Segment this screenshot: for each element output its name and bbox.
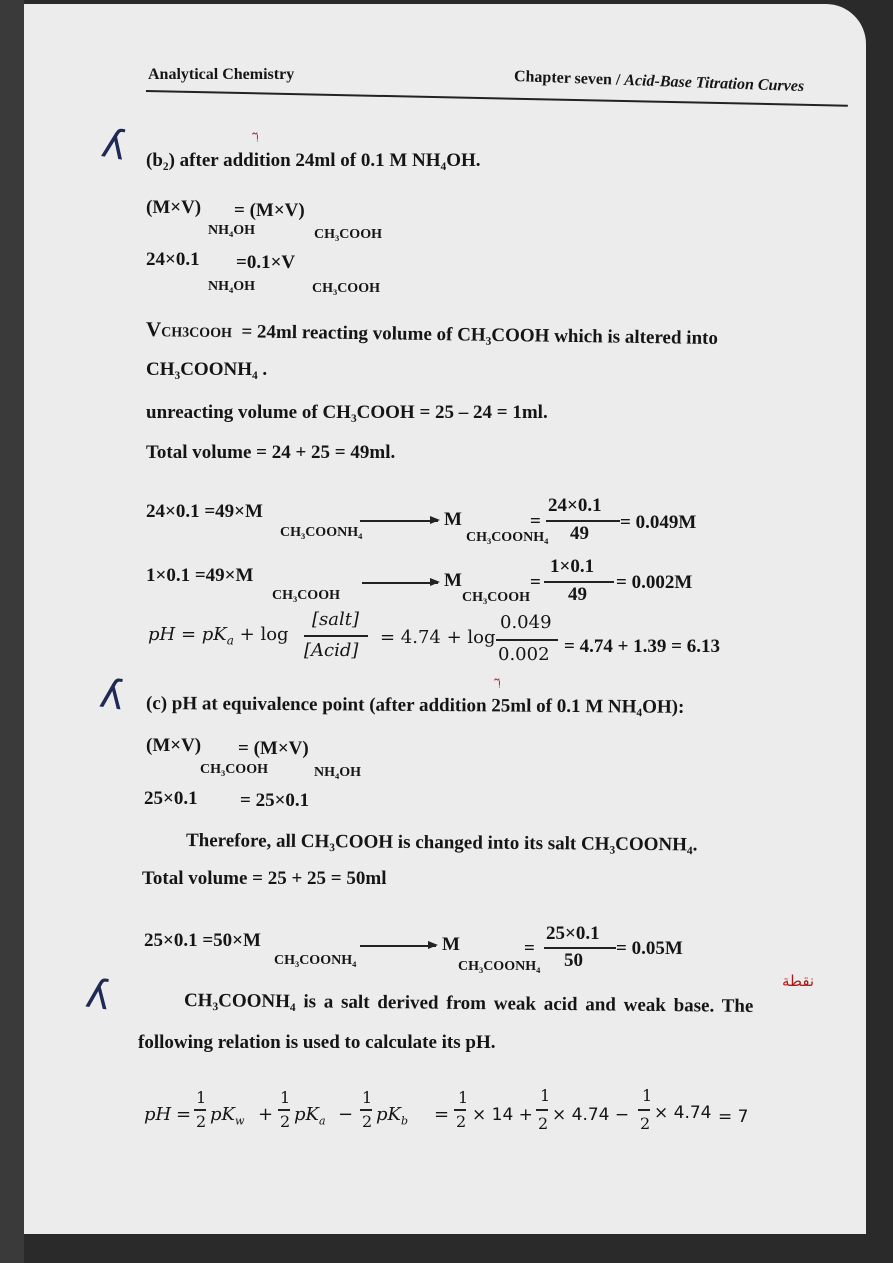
relation-line: following relation is used to calculate its pH. <box>138 1032 496 1053</box>
mv-equation-right: = (M×V) <box>238 738 309 759</box>
molarity-symbol: M <box>442 934 460 955</box>
molarity-result: = 0.049M <box>620 512 697 533</box>
subscript-label: CH₃COOH <box>462 590 530 605</box>
running-header-left: Analytical Chemistry <box>148 66 295 83</box>
yields-arrow <box>360 945 436 947</box>
subscript-label: NH₄OH <box>314 765 361 780</box>
molarity-symbol: M <box>444 509 462 530</box>
ph-result: = 4.74 + 1.39 = 6.13 <box>564 636 720 657</box>
molarity-equation: 24×0.1 =49×M <box>146 501 263 522</box>
equals-sign: = <box>524 938 535 959</box>
mv-equation: (M×V) <box>146 197 202 218</box>
fraction-denominator: 0.002 <box>498 644 550 665</box>
fraction-bar <box>544 947 616 949</box>
reacting-volume-line: VCH3COOH = 24ml reacting volume of CH₃COOH which is altered into <box>145 317 719 349</box>
section-heading-b2: (b₂) after addition 24ml of 0.1 M NH₄OH. <box>146 150 481 171</box>
molarity-result: = 0.002M <box>616 572 693 593</box>
total-volume-line: Total volume = 25 + 25 = 50ml <box>142 868 387 889</box>
page-shadow <box>0 0 24 1263</box>
fraction-numerator: 1×0.1 <box>550 556 595 577</box>
fraction-bar <box>496 639 558 641</box>
subscript-label: CH₃COONH₄ <box>466 530 549 545</box>
subscript-label: CH₃COOH <box>272 588 340 603</box>
fraction-bar <box>544 581 614 583</box>
red-annotation: نقطة <box>782 972 815 990</box>
margin-check-mark: ʎ <box>82 970 113 1020</box>
section-heading-c: (c) pH at equivalence point (after addition 25ml of 0.1 M NH₄OH): <box>145 693 685 718</box>
calc-line-right: =0.1×V <box>236 252 296 273</box>
running-header-right: Chapter seven / Acid-Base Titration Curves <box>513 68 805 96</box>
equals-sign: = <box>530 572 541 593</box>
margin-check-mark: ʎ <box>98 120 130 170</box>
subscript-label: CH₃COONH₄ <box>274 953 357 968</box>
margin-check-mark: ʎ <box>96 670 127 720</box>
mv-equation-right: = (M×V) <box>234 200 305 221</box>
ph-formula: pH = $pK_a + \log$ <box>148 624 289 648</box>
calc-line: 24×0.1 <box>146 249 200 270</box>
subscript-label: CH₃COONH₄ <box>280 525 363 540</box>
molarity-equation: 1×0.1 =49×M <box>146 565 254 586</box>
subscript-label: CH₃COOH <box>200 762 268 777</box>
fraction-denominator: [Acid] <box>304 640 359 661</box>
fraction-numerator: 0.049 <box>500 612 552 633</box>
unreacting-volume-line: unreacting volume of CH₃COOH = 25 – 24 = 1ml. <box>146 402 548 423</box>
calc-line: 25×0.1 <box>144 788 198 809</box>
subscript-label: NH₄OH <box>208 279 255 294</box>
fraction-denominator: 49 <box>570 523 589 544</box>
fraction-numerator: 24×0.1 <box>548 495 602 516</box>
fraction-numerator: [salt] <box>312 609 360 630</box>
fraction-numerator: 25×0.1 <box>546 923 600 944</box>
therefore-line: Therefore, all CH₃COOH is changed into its salt CH₃COONH₄. <box>185 830 698 856</box>
calc-line-right: = 25×0.1 <box>240 790 310 811</box>
molarity-result: = 0.05M <box>616 938 683 959</box>
salt-formula-line: CH₃COONH₄ . <box>146 359 268 380</box>
yields-arrow <box>360 520 438 522</box>
total-volume-line: Total volume = 24 + 25 = 49ml. <box>146 442 396 463</box>
red-annotation: ᵎ̃ <box>256 130 259 149</box>
subscript-label: CH₃COONH₄ <box>458 959 541 974</box>
ph-substitution: = 4.74 + log <box>380 627 496 648</box>
equals-sign: = <box>530 511 541 532</box>
subscript-label: CH₃COOH <box>312 281 380 296</box>
molarity-symbol: M <box>444 570 462 591</box>
fraction-denominator: 49 <box>568 584 587 605</box>
mv-equation: (M×V) <box>146 735 202 756</box>
molarity-equation: 25×0.1 =50×M <box>144 930 261 951</box>
yields-arrow <box>362 582 438 584</box>
subscript-label: CH₃COOH <box>314 227 382 242</box>
salt-derivation-line: CH₃COONH₄ is a salt derived from weak acid and weak base. The <box>183 990 754 1017</box>
document-page: Analytical Chemistry Chapter seven / Acid-Base Titration Curves ʎ ʎ ʎ (b₂) after addition 24ml of 0.1 M NH₄OH. ᵎ̃ (M×V) = (M×V) NH₄OH CH₃COOH 24×0.1 =0.1×V NH₄OH CH₃COOH VCH3COOH = 24ml reacting volume of CH₃COOH which is altered into CH₃COONH₄ . unreacting volume of CH₃COOH = 25 – 24 = 1ml. Total volume = 24 + 25 = 49ml. 24×0.1 =49×M CH₃COONH₄ M CH₃COONH₄ = 24×0.1 49 = 0.049M 1×0.1 =49×M CH₃COOH M CH₃COOH = 1×0.1 49 = 0.002M pH = $pK_a + \log$ [salt] [Acid] = 4.74 + log 0.049 0.002 = 4.74 + 1.39 = 6.13 (c) pH at equivalence point (after addition 25ml of 0.1 M NH₄OH): ᵎ̃ (M×V) = (M×V) CH₃COOH NH₄OH 25×0.1 = 25×0.1 Therefore, all CH₃COOH is changed into its salt CH₃COONH₄. Total volume = 25 + 25 = 50ml 25×0.1 =50×M CH₃COONH₄ M CH₃COONH₄ = 25×0.1 50 = 0.05M CH₃COONH₄ is a salt derived from weak acid and weak base. The نقطة following relation is used to calculate its pH. pH = 1 2 $pK_w$ + 1 2 $pK_a$ − 1 2 $pK_b$ = 1 2 × 14 + 1 2 × 4.74 − 1 2 × 4.74 = 7 <box>24 4 866 1234</box>
fraction-bar <box>546 520 620 522</box>
fraction-bar <box>304 635 368 637</box>
fraction-denominator: 50 <box>564 950 583 971</box>
subscript-label: NH₄OH <box>208 223 255 238</box>
red-annotation: ᵎ̃ <box>498 676 501 695</box>
